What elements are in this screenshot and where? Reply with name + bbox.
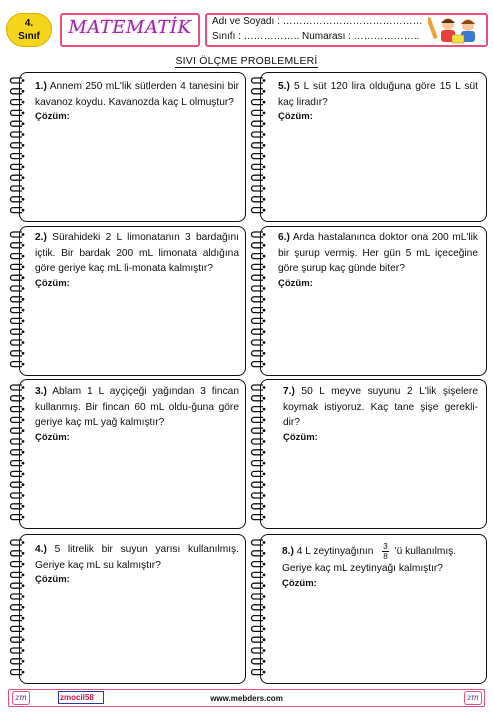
spiral-hole	[22, 516, 25, 519]
spiral-ring	[252, 461, 264, 466]
spiral-hole	[22, 649, 25, 652]
spiral-ring	[11, 254, 23, 259]
spiral-ring	[11, 616, 23, 621]
fraction	[382, 542, 388, 561]
question-number: 4.)	[35, 544, 47, 555]
spiral-hole	[22, 112, 25, 115]
spiral-ring	[11, 450, 23, 455]
spiral-hole	[22, 176, 25, 179]
spiral-hole	[22, 584, 25, 587]
spiral-ring	[11, 110, 23, 115]
spiral-hole	[263, 176, 266, 179]
spiral-ring	[11, 461, 23, 466]
spiral-ring	[252, 154, 264, 159]
question-text: Annem 250 mL'lik sütlerden 4 tanesini bir kavanoz koydu. Kavanozda kaç L olmuştur?	[35, 81, 239, 108]
spiral-hole	[263, 473, 266, 476]
spiral-hole	[22, 671, 25, 674]
spiral-hole	[22, 255, 25, 258]
spiral-hole	[22, 397, 25, 400]
spiral-ring	[252, 648, 264, 653]
spiral-ring	[252, 504, 264, 509]
spiral-ring	[11, 340, 23, 345]
spiral-ring	[252, 471, 264, 476]
spiral-hole	[22, 617, 25, 620]
solution-label: Çözüm:	[282, 577, 317, 589]
spiral-ring	[252, 450, 264, 455]
question-number: 1.)	[35, 81, 47, 92]
spiral-hole	[22, 440, 25, 443]
solution-label: Çözüm:	[35, 574, 70, 585]
spiral-ring	[11, 89, 23, 94]
class-number-line: Sınıfı : …………….. Numarası : ………………..	[212, 31, 420, 42]
spiral-hole	[22, 419, 25, 422]
spiral-ring	[252, 493, 264, 498]
spiral-ring	[11, 132, 23, 137]
spiral-ring	[11, 100, 23, 105]
solution-label: Çözüm:	[278, 277, 313, 289]
spiral-ring	[252, 254, 264, 259]
spiral-hole	[22, 628, 25, 631]
spiral-hole	[263, 584, 266, 587]
spiral-ring	[252, 562, 264, 567]
spiral-hole	[263, 330, 266, 333]
question-number: 3.)	[35, 386, 47, 397]
spiral-hole	[263, 408, 266, 411]
spiral-hole	[263, 79, 266, 82]
spiral-hole	[263, 397, 266, 400]
spiral-ring	[252, 551, 264, 556]
spiral-hole	[263, 198, 266, 201]
spiral-hole	[263, 101, 266, 104]
spiral-ring	[252, 396, 264, 401]
question-7	[283, 384, 478, 443]
spiral-hole	[263, 287, 266, 290]
spiral-hole	[263, 671, 266, 674]
spiral-hole	[22, 90, 25, 93]
spiral-hole	[263, 563, 266, 566]
solution-label: Çözüm:	[283, 431, 318, 443]
spiral-ring	[11, 264, 23, 269]
spiral-ring	[252, 89, 264, 94]
spiral-binding-icon	[249, 226, 275, 376]
grade-number: 4.	[24, 18, 34, 29]
zm-logo-left: zm	[12, 691, 30, 705]
spiral-ring	[11, 594, 23, 599]
spiral-ring	[11, 308, 23, 313]
spiral-hole	[22, 606, 25, 609]
spiral-ring	[252, 143, 264, 148]
spiral-ring	[11, 396, 23, 401]
question-number: 5.)	[278, 81, 290, 92]
spiral-ring	[252, 659, 264, 664]
zm-logo-right: zm	[464, 691, 482, 705]
spiral-hole	[22, 563, 25, 566]
solution-label: Çözüm:	[35, 277, 70, 289]
spiral-ring	[252, 583, 264, 588]
question-number: 7.)	[283, 386, 295, 397]
spiral-hole	[263, 440, 266, 443]
spiral-ring	[11, 275, 23, 280]
spiral-hole	[22, 660, 25, 663]
question-5	[278, 79, 478, 122]
spiral-ring	[252, 132, 264, 137]
grade-label: Sınıf	[18, 31, 40, 42]
spiral-hole	[263, 122, 266, 125]
spiral-ring	[11, 143, 23, 148]
spiral-hole	[22, 541, 25, 544]
spiral-hole	[22, 198, 25, 201]
spiral-hole	[263, 606, 266, 609]
spiral-hole	[22, 494, 25, 497]
spiral-ring	[11, 243, 23, 248]
spiral-hole	[263, 133, 266, 136]
spiral-hole	[22, 505, 25, 508]
spiral-hole	[263, 483, 266, 486]
spiral-hole	[22, 483, 25, 486]
spiral-hole	[263, 341, 266, 344]
spiral-ring	[252, 100, 264, 105]
spiral-ring	[252, 540, 264, 545]
spiral-hole	[22, 298, 25, 301]
spiral-hole	[263, 266, 266, 269]
spiral-ring	[252, 243, 264, 248]
spiral-ring	[252, 164, 264, 169]
spiral-ring	[11, 318, 23, 323]
spiral-hole	[22, 320, 25, 323]
spiral-hole	[263, 386, 266, 389]
spiral-hole	[263, 209, 266, 212]
spiral-hole	[22, 155, 25, 158]
spiral-hole	[22, 133, 25, 136]
spiral-hole	[22, 408, 25, 411]
spiral-hole	[263, 90, 266, 93]
solution-label: Çözüm:	[35, 431, 70, 443]
spiral-ring	[252, 121, 264, 126]
spiral-ring	[11, 121, 23, 126]
spiral-ring	[11, 329, 23, 334]
spiral-hole	[263, 298, 266, 301]
page-title-text: SIVI ÖLÇME PROBLEMLERİ	[175, 55, 318, 67]
spiral-ring	[252, 351, 264, 356]
spiral-ring	[11, 583, 23, 588]
spiral-ring	[252, 385, 264, 390]
spiral-ring	[252, 515, 264, 520]
spiral-hole	[263, 419, 266, 422]
spiral-ring	[252, 670, 264, 675]
spiral-hole	[22, 462, 25, 465]
spiral-ring	[252, 329, 264, 334]
spiral-hole	[263, 244, 266, 247]
spiral-ring	[11, 186, 23, 191]
spiral-ring	[11, 286, 23, 291]
spiral-ring	[252, 362, 264, 367]
spiral-ring	[252, 110, 264, 115]
spiral-hole	[22, 386, 25, 389]
spiral-ring	[11, 551, 23, 556]
spiral-ring	[252, 232, 264, 237]
spiral-ring	[11, 562, 23, 567]
spiral-hole	[263, 451, 266, 454]
spiral-ring	[11, 482, 23, 487]
spiral-hole	[22, 166, 25, 169]
spiral-hole	[22, 233, 25, 236]
spiral-ring	[252, 594, 264, 599]
spiral-binding-icon	[8, 379, 34, 529]
spiral-ring	[252, 286, 264, 291]
question-text: Ablam 1 L ayçiçeği yağından 3 fincan kullanmış. Bir fincan 60 mL oldu-ğuna göre geriye kaç mL yağ kalmıştır?	[35, 386, 239, 428]
spiral-ring	[11, 439, 23, 444]
spiral-ring	[252, 78, 264, 83]
spiral-hole	[263, 255, 266, 258]
question-number: 2.)	[35, 232, 47, 243]
spiral-ring	[252, 572, 264, 577]
spiral-hole	[263, 352, 266, 355]
page-title	[0, 55, 493, 67]
spiral-ring	[11, 407, 23, 412]
spiral-ring	[252, 175, 264, 180]
spiral-hole	[22, 209, 25, 212]
spiral-hole	[263, 112, 266, 115]
spiral-ring	[11, 232, 23, 237]
fraction-denominator: 8	[383, 552, 388, 561]
spiral-hole	[22, 122, 25, 125]
spiral-ring	[11, 297, 23, 302]
spiral-hole	[22, 595, 25, 598]
spiral-binding-icon	[8, 226, 34, 376]
spiral-ring	[11, 670, 23, 675]
spiral-ring	[252, 264, 264, 269]
question-8	[282, 542, 480, 589]
question-number: 8.)	[282, 546, 294, 558]
spiral-hole	[22, 473, 25, 476]
question-2	[35, 230, 239, 289]
spiral-ring	[11, 659, 23, 664]
spiral-ring	[11, 164, 23, 169]
spiral-ring	[11, 197, 23, 202]
spiral-hole	[263, 595, 266, 598]
spiral-ring	[252, 340, 264, 345]
subject-title: MATEMATİK	[68, 17, 192, 38]
spiral-ring	[11, 362, 23, 367]
name-line: Adı ve Soyadı : ……………………………………	[212, 16, 423, 27]
spiral-ring	[252, 482, 264, 487]
spiral-ring	[11, 648, 23, 653]
spiral-ring	[252, 407, 264, 412]
spiral-hole	[263, 429, 266, 432]
spiral-hole	[263, 462, 266, 465]
spiral-ring	[11, 351, 23, 356]
spiral-ring	[11, 637, 23, 642]
question-text: 5 litrelik bir suyun yarısı kullanılmış. Geriye kaç mL su kalmıştır?	[35, 544, 239, 571]
spiral-ring	[11, 208, 23, 213]
spiral-hole	[263, 233, 266, 236]
spiral-ring	[11, 504, 23, 509]
spiral-hole	[263, 320, 266, 323]
spiral-hole	[263, 541, 266, 544]
spiral-hole	[263, 494, 266, 497]
spiral-hole	[263, 309, 266, 312]
footer-code: zmocil58	[60, 693, 94, 702]
spiral-ring	[252, 275, 264, 280]
spiral-ring	[11, 493, 23, 498]
spiral-ring	[252, 297, 264, 302]
question-text: Sürahideki 2 L limonatanın 3 bardağını içtik. Bir bardak 200 mL limonata aldığına göre geriye kaç mL li-monata kalmıştır?	[35, 232, 239, 274]
spiral-ring	[252, 439, 264, 444]
spiral-ring	[252, 417, 264, 422]
spiral-ring	[11, 515, 23, 520]
spiral-ring	[252, 197, 264, 202]
spiral-hole	[263, 363, 266, 366]
spiral-ring	[252, 605, 264, 610]
spiral-ring	[11, 428, 23, 433]
spiral-hole	[263, 574, 266, 577]
fraction-numerator: 3	[383, 542, 388, 551]
question-text-after: 'ü kullanılmış. Geriye kaç mL zeytinyağı kalmıştır?	[282, 546, 457, 574]
spiral-hole	[263, 155, 266, 158]
question-text: 50 L meyve suyunu 2 L'lik şişelere koymak istiyoruz. Kaç tane şişe gerekli-dir?	[283, 386, 478, 428]
question-3	[35, 384, 239, 443]
footer-site[interactable]: www.mebders.com	[210, 694, 283, 703]
spiral-ring	[252, 308, 264, 313]
question-text: Arda hastalanınca doktor ona 200 mL'lik bir şurup vermiş. Her gün 5 mL içeceğine göre şurup kaç günde biter?	[278, 232, 478, 274]
question-1	[35, 79, 239, 122]
spiral-binding-icon	[249, 379, 275, 529]
spiral-hole	[22, 341, 25, 344]
spiral-hole	[263, 617, 266, 620]
spiral-ring	[11, 540, 23, 545]
spiral-binding-icon	[249, 72, 275, 222]
spiral-hole	[22, 79, 25, 82]
spiral-hole	[22, 266, 25, 269]
spiral-ring	[252, 616, 264, 621]
spiral-hole	[22, 363, 25, 366]
question-number: 6.)	[278, 232, 290, 243]
spiral-hole	[263, 144, 266, 147]
spiral-ring	[252, 626, 264, 631]
question-text-before: 4 L zeytinyağının	[296, 546, 374, 558]
spiral-hole	[263, 649, 266, 652]
spiral-hole	[22, 638, 25, 641]
spiral-hole	[22, 451, 25, 454]
spiral-ring	[252, 318, 264, 323]
spiral-ring	[11, 572, 23, 577]
spiral-hole	[22, 352, 25, 355]
spiral-hole	[263, 628, 266, 631]
spiral-binding-icon	[8, 534, 34, 684]
spiral-ring	[11, 385, 23, 390]
spiral-ring	[11, 626, 23, 631]
spiral-hole	[263, 660, 266, 663]
spiral-ring	[252, 428, 264, 433]
spiral-ring	[252, 208, 264, 213]
spiral-ring	[252, 186, 264, 191]
spiral-hole	[263, 516, 266, 519]
question-6	[278, 230, 478, 289]
spiral-hole	[22, 309, 25, 312]
kids-reading-icon	[428, 15, 484, 45]
spiral-hole	[22, 287, 25, 290]
spiral-hole	[22, 144, 25, 147]
spiral-hole	[22, 101, 25, 104]
solution-label: Çözüm:	[278, 111, 313, 122]
spiral-ring	[11, 175, 23, 180]
spiral-ring	[11, 78, 23, 83]
spiral-ring	[252, 637, 264, 642]
question-4	[35, 542, 239, 585]
spiral-binding-icon	[249, 534, 275, 684]
spiral-hole	[263, 505, 266, 508]
spiral-hole	[22, 552, 25, 555]
question-text: 5 L süt 120 lira olduğuna göre 15 L süt kaç liradır?	[278, 81, 478, 108]
spiral-hole	[263, 552, 266, 555]
spiral-hole	[263, 276, 266, 279]
spiral-hole	[22, 330, 25, 333]
spiral-hole	[263, 166, 266, 169]
spiral-hole	[263, 638, 266, 641]
spiral-hole	[22, 244, 25, 247]
spiral-ring	[11, 471, 23, 476]
spiral-hole	[22, 429, 25, 432]
grade-badge	[6, 13, 52, 47]
spiral-hole	[22, 574, 25, 577]
spiral-ring	[11, 417, 23, 422]
spiral-ring	[11, 154, 23, 159]
spiral-ring	[11, 605, 23, 610]
spiral-hole	[22, 187, 25, 190]
spiral-binding-icon	[8, 72, 34, 222]
spiral-hole	[263, 187, 266, 190]
spiral-hole	[22, 276, 25, 279]
solution-label: Çözüm:	[35, 111, 70, 122]
